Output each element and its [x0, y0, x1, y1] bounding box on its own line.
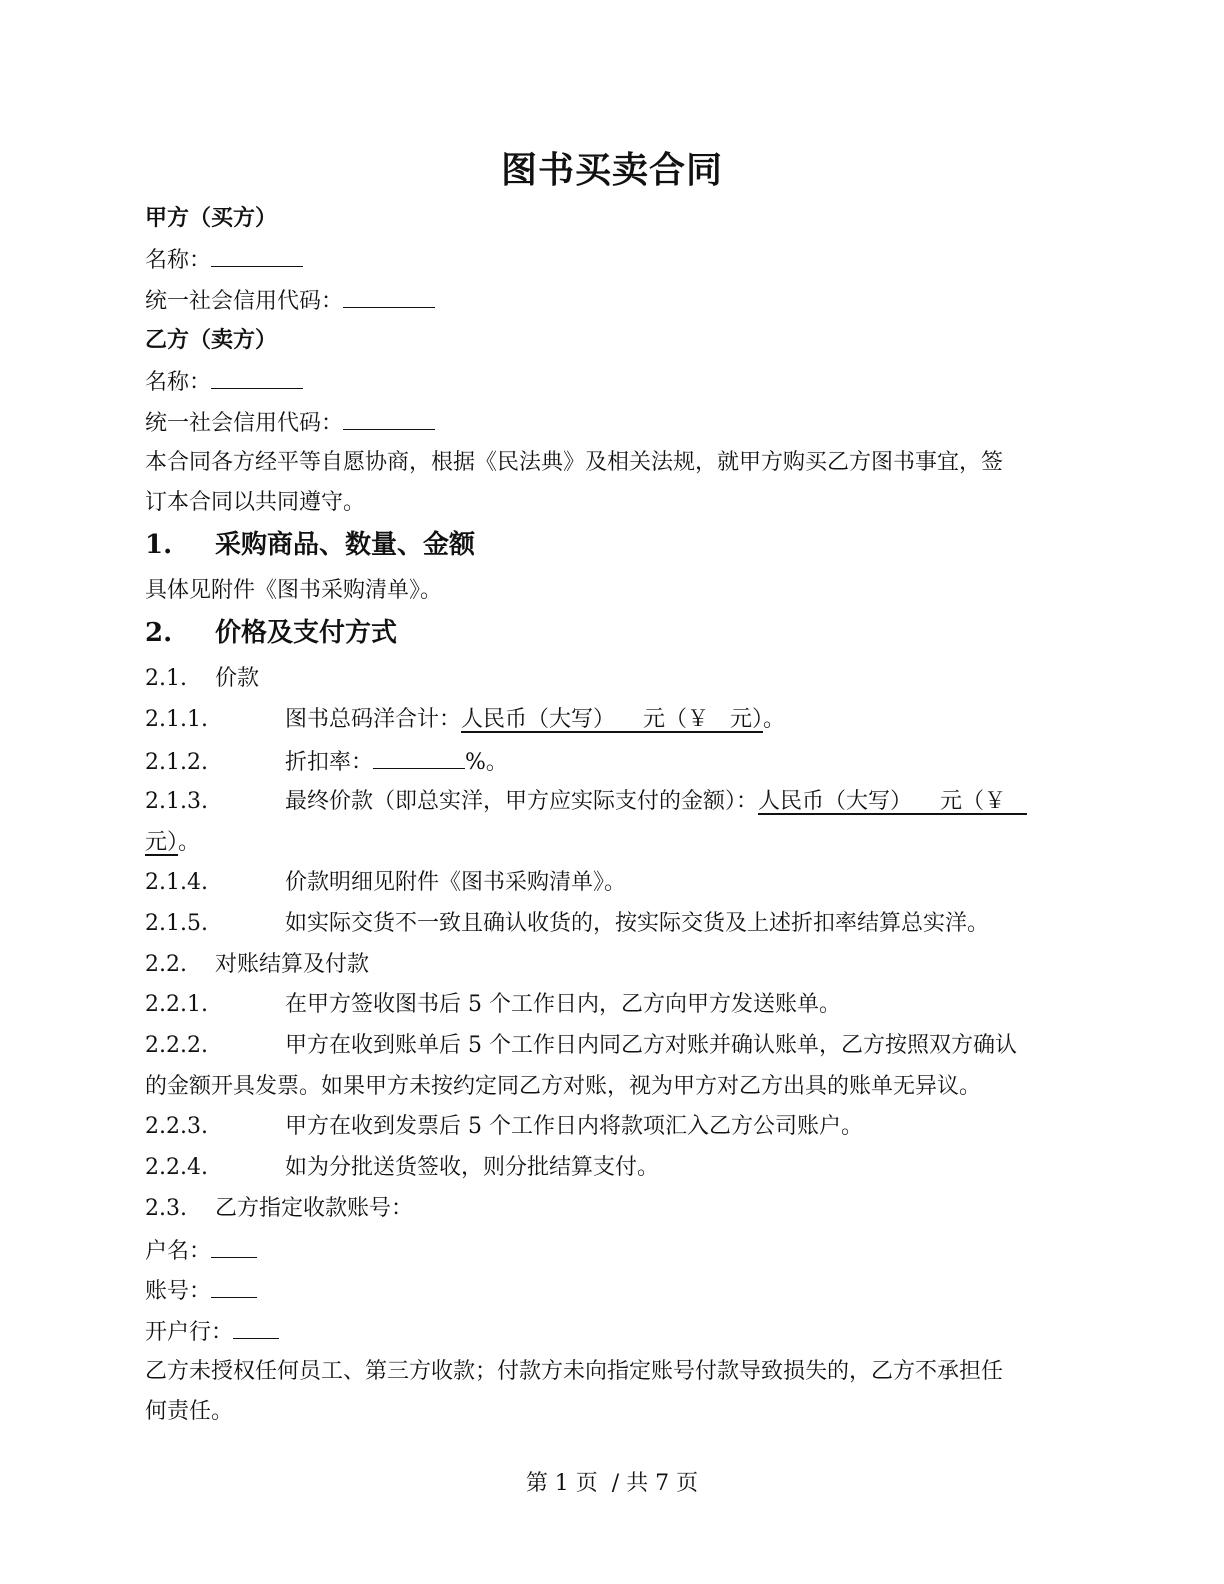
clause-label: 乙方指定收款账号：: [215, 1196, 414, 1221]
document-title: 图书买卖合同: [500, 149, 723, 191]
party-a-code-blank[interactable]: [343, 285, 435, 308]
party-a-name-label: 名称：: [145, 248, 212, 273]
clause-label: 折扣率：: [285, 750, 374, 775]
bank-blank[interactable]: [233, 1316, 279, 1339]
section-1-number: 1.: [145, 530, 173, 560]
clause-2-3: [145, 1194, 413, 1224]
bank-row: [145, 1316, 279, 1348]
section-1-title: 采购商品、数量、金额: [215, 530, 476, 560]
clause-2-2-2-continued: 的金额开具发票。如果甲方未按约定同乙方对账，视为甲方对乙方出具的账单无异议。: [145, 1074, 982, 1099]
preamble-line-2: 订本合同以共同遵守。: [145, 490, 366, 515]
clause-number: 2.1.5.: [145, 911, 208, 936]
clause-label: 最终价款（即总实洋，甲方应实际支付的金额）：: [285, 789, 759, 814]
clause-tail: 。: [178, 830, 201, 855]
clause-number: 2.2.3.: [145, 1114, 208, 1139]
clause-number: 2.2.2.: [145, 1033, 208, 1058]
clause-2-1-1: [145, 705, 785, 735]
clause-2-2: [145, 950, 369, 980]
party-a-name-blank[interactable]: [211, 244, 303, 267]
clause-number: 2.1.1.: [145, 707, 208, 732]
account-name-row: [145, 1235, 257, 1267]
clause-number: 2.3.: [145, 1196, 187, 1221]
clause-number: 2.2.1.: [145, 992, 208, 1017]
clause-number: 2.2.: [145, 952, 187, 977]
page-number-footer: 第 1 页 / 共 7 页: [525, 1471, 699, 1496]
preamble-line-1: 本合同各方经平等自愿协商，根据《民法典》及相关法规，就甲方购买乙方图书事宜，签: [145, 450, 1004, 475]
account-number-blank[interactable]: [211, 1275, 257, 1298]
clause-text: 在甲方签收图书后 5 个工作日内，乙方向甲方发送账单。: [285, 992, 841, 1017]
clause-2-2-2: [145, 1031, 1017, 1061]
party-b-code-label: 统一社会信用代码：: [145, 411, 344, 436]
section-1-body: 具体见附件《图书采购清单》。: [145, 578, 443, 603]
clause-2-1-2: [145, 746, 508, 778]
section-2-number: 2.: [145, 618, 173, 648]
party-b-code-blank[interactable]: [343, 407, 435, 430]
party-b-name-label: 名称：: [145, 370, 212, 395]
clause-2-1-3-continued: [145, 828, 200, 858]
clause-text: 如为分批送货签收，则分批结算支付。: [285, 1155, 660, 1180]
clause-2-2-3: [145, 1112, 863, 1142]
clause-label: 对账结算及付款: [215, 952, 370, 977]
party-a-code-label: 统一社会信用代码：: [145, 289, 344, 314]
account-name-label: 户名：: [145, 1239, 212, 1264]
disclaimer-line-1: 乙方未授权任何员工、第三方收款；付款方未向指定账号付款导致损失的，乙方不承担任: [145, 1359, 1004, 1384]
final-price-field-cont[interactable]: 元）: [145, 830, 179, 855]
section-1-heading: [145, 530, 475, 560]
clause-number: 2.1.2.: [145, 750, 208, 775]
clause-text: 价款明细见附件《图书采购清单》。: [285, 870, 627, 895]
clause-2-1-5: [145, 909, 989, 939]
disclaimer-line-2: 何责任。: [145, 1399, 234, 1424]
final-price-field[interactable]: 人民币（大写） 元（￥: [758, 789, 1027, 814]
clause-label: 价款: [215, 666, 260, 691]
bank-label: 开户行：: [145, 1320, 234, 1345]
section-2-heading: [145, 618, 397, 648]
account-number-row: [145, 1275, 257, 1307]
clause-text: 甲方在收到账单后 5 个工作日内同乙方对账并确认账单，乙方按照双方确认: [285, 1033, 1017, 1058]
party-b-name-row: [145, 366, 303, 398]
clause-label: 图书总码洋合计：: [285, 707, 462, 732]
clause-number: 2.1.: [145, 666, 187, 691]
party-a-name-row: [145, 244, 303, 276]
total-list-price-field[interactable]: 人民币（大写） 元（￥ 元）: [461, 707, 763, 732]
clause-text: 如实际交货不一致且确认收货的，按实际交货及上述折扣率结算总实洋。: [285, 911, 990, 936]
party-a-code-row: [145, 285, 435, 317]
clause-tail: 。: [762, 707, 785, 732]
clause-2-1-4: [145, 868, 626, 898]
account-name-blank[interactable]: [211, 1235, 257, 1258]
clause-tail: %。: [465, 750, 508, 775]
party-b-name-blank[interactable]: [211, 366, 303, 389]
party-a-heading: 甲方（买方）: [145, 205, 278, 231]
clause-text: 甲方在收到发票后 5 个工作日内将款项汇入乙方公司账户。: [285, 1114, 863, 1139]
clause-2-2-1: [145, 990, 841, 1020]
party-b-heading: 乙方（卖方）: [145, 327, 278, 353]
clause-number: 2.1.4.: [145, 870, 208, 895]
discount-rate-blank[interactable]: [373, 746, 465, 769]
clause-number: 2.2.4.: [145, 1155, 208, 1180]
section-2-title: 价格及支付方式: [215, 618, 398, 648]
account-number-label: 账号：: [145, 1279, 212, 1304]
party-b-code-row: [145, 407, 435, 439]
clause-2-1: [145, 664, 259, 694]
clause-2-1-3: [145, 787, 1027, 817]
clause-number: 2.1.3.: [145, 789, 208, 814]
clause-2-2-4: [145, 1153, 659, 1183]
